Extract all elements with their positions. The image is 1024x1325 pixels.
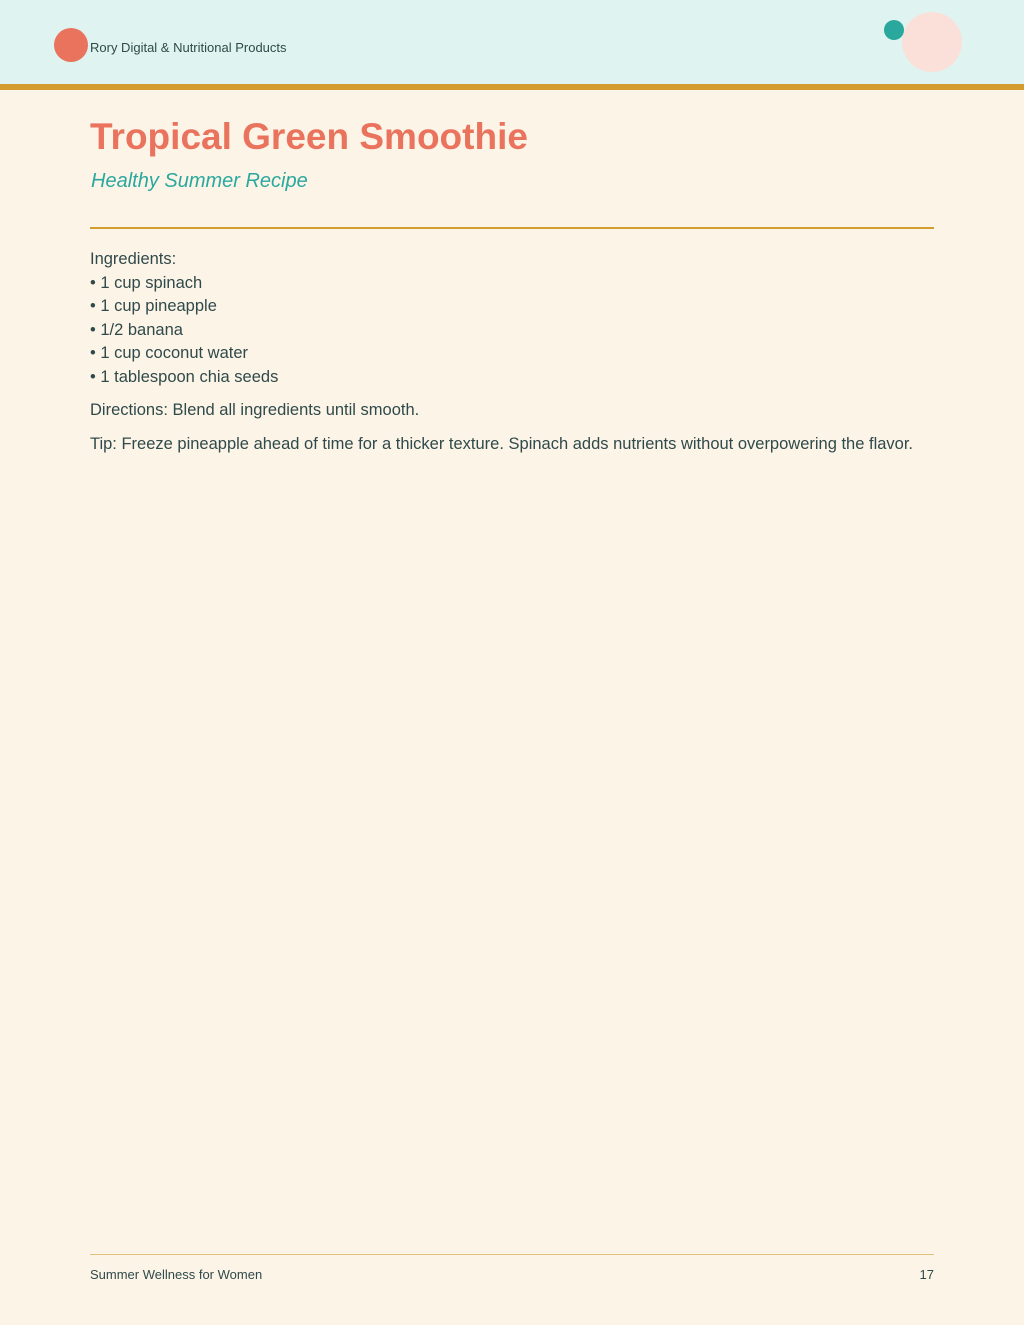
- ingredient-item: • 1/2 banana: [90, 320, 183, 339]
- recipe-directions: Directions: Blend all ingredients until smooth.: [90, 401, 420, 419]
- decorative-circle-small: [884, 20, 904, 40]
- ingredients-heading: Ingredients:: [90, 250, 177, 268]
- recipe-tip: Tip: Freeze pineapple ahead of time for a thicker texture. Spinach adds nutrients without overpowering the flavor.: [90, 434, 914, 453]
- brand-name: Rory Digital & Nutritional Products: [90, 40, 287, 55]
- ingredient-item: • 1 cup pineapple: [90, 297, 217, 315]
- recipe-body: [90, 248, 934, 456]
- page-number: 17: [919, 1267, 934, 1282]
- recipe-subtitle: Healthy Summer Recipe: [91, 170, 308, 192]
- ingredients-list: [90, 272, 934, 390]
- ingredient-item: • 1 cup spinach: [90, 273, 203, 292]
- footer-divider: [90, 1254, 934, 1255]
- ingredient-item: • 1 cup coconut water: [90, 344, 249, 362]
- ingredient-item: • 1 tablespoon chia seeds: [90, 367, 279, 386]
- brand-logo-circle: [54, 28, 88, 62]
- recipe-title: Tropical Green Smoothie: [90, 116, 528, 157]
- header-accent-bar: [0, 84, 1024, 90]
- decorative-circle-large: [902, 12, 962, 72]
- page-header: [0, 0, 1024, 84]
- footer-publication: Summer Wellness for Women: [90, 1267, 263, 1282]
- title-divider: [90, 227, 934, 229]
